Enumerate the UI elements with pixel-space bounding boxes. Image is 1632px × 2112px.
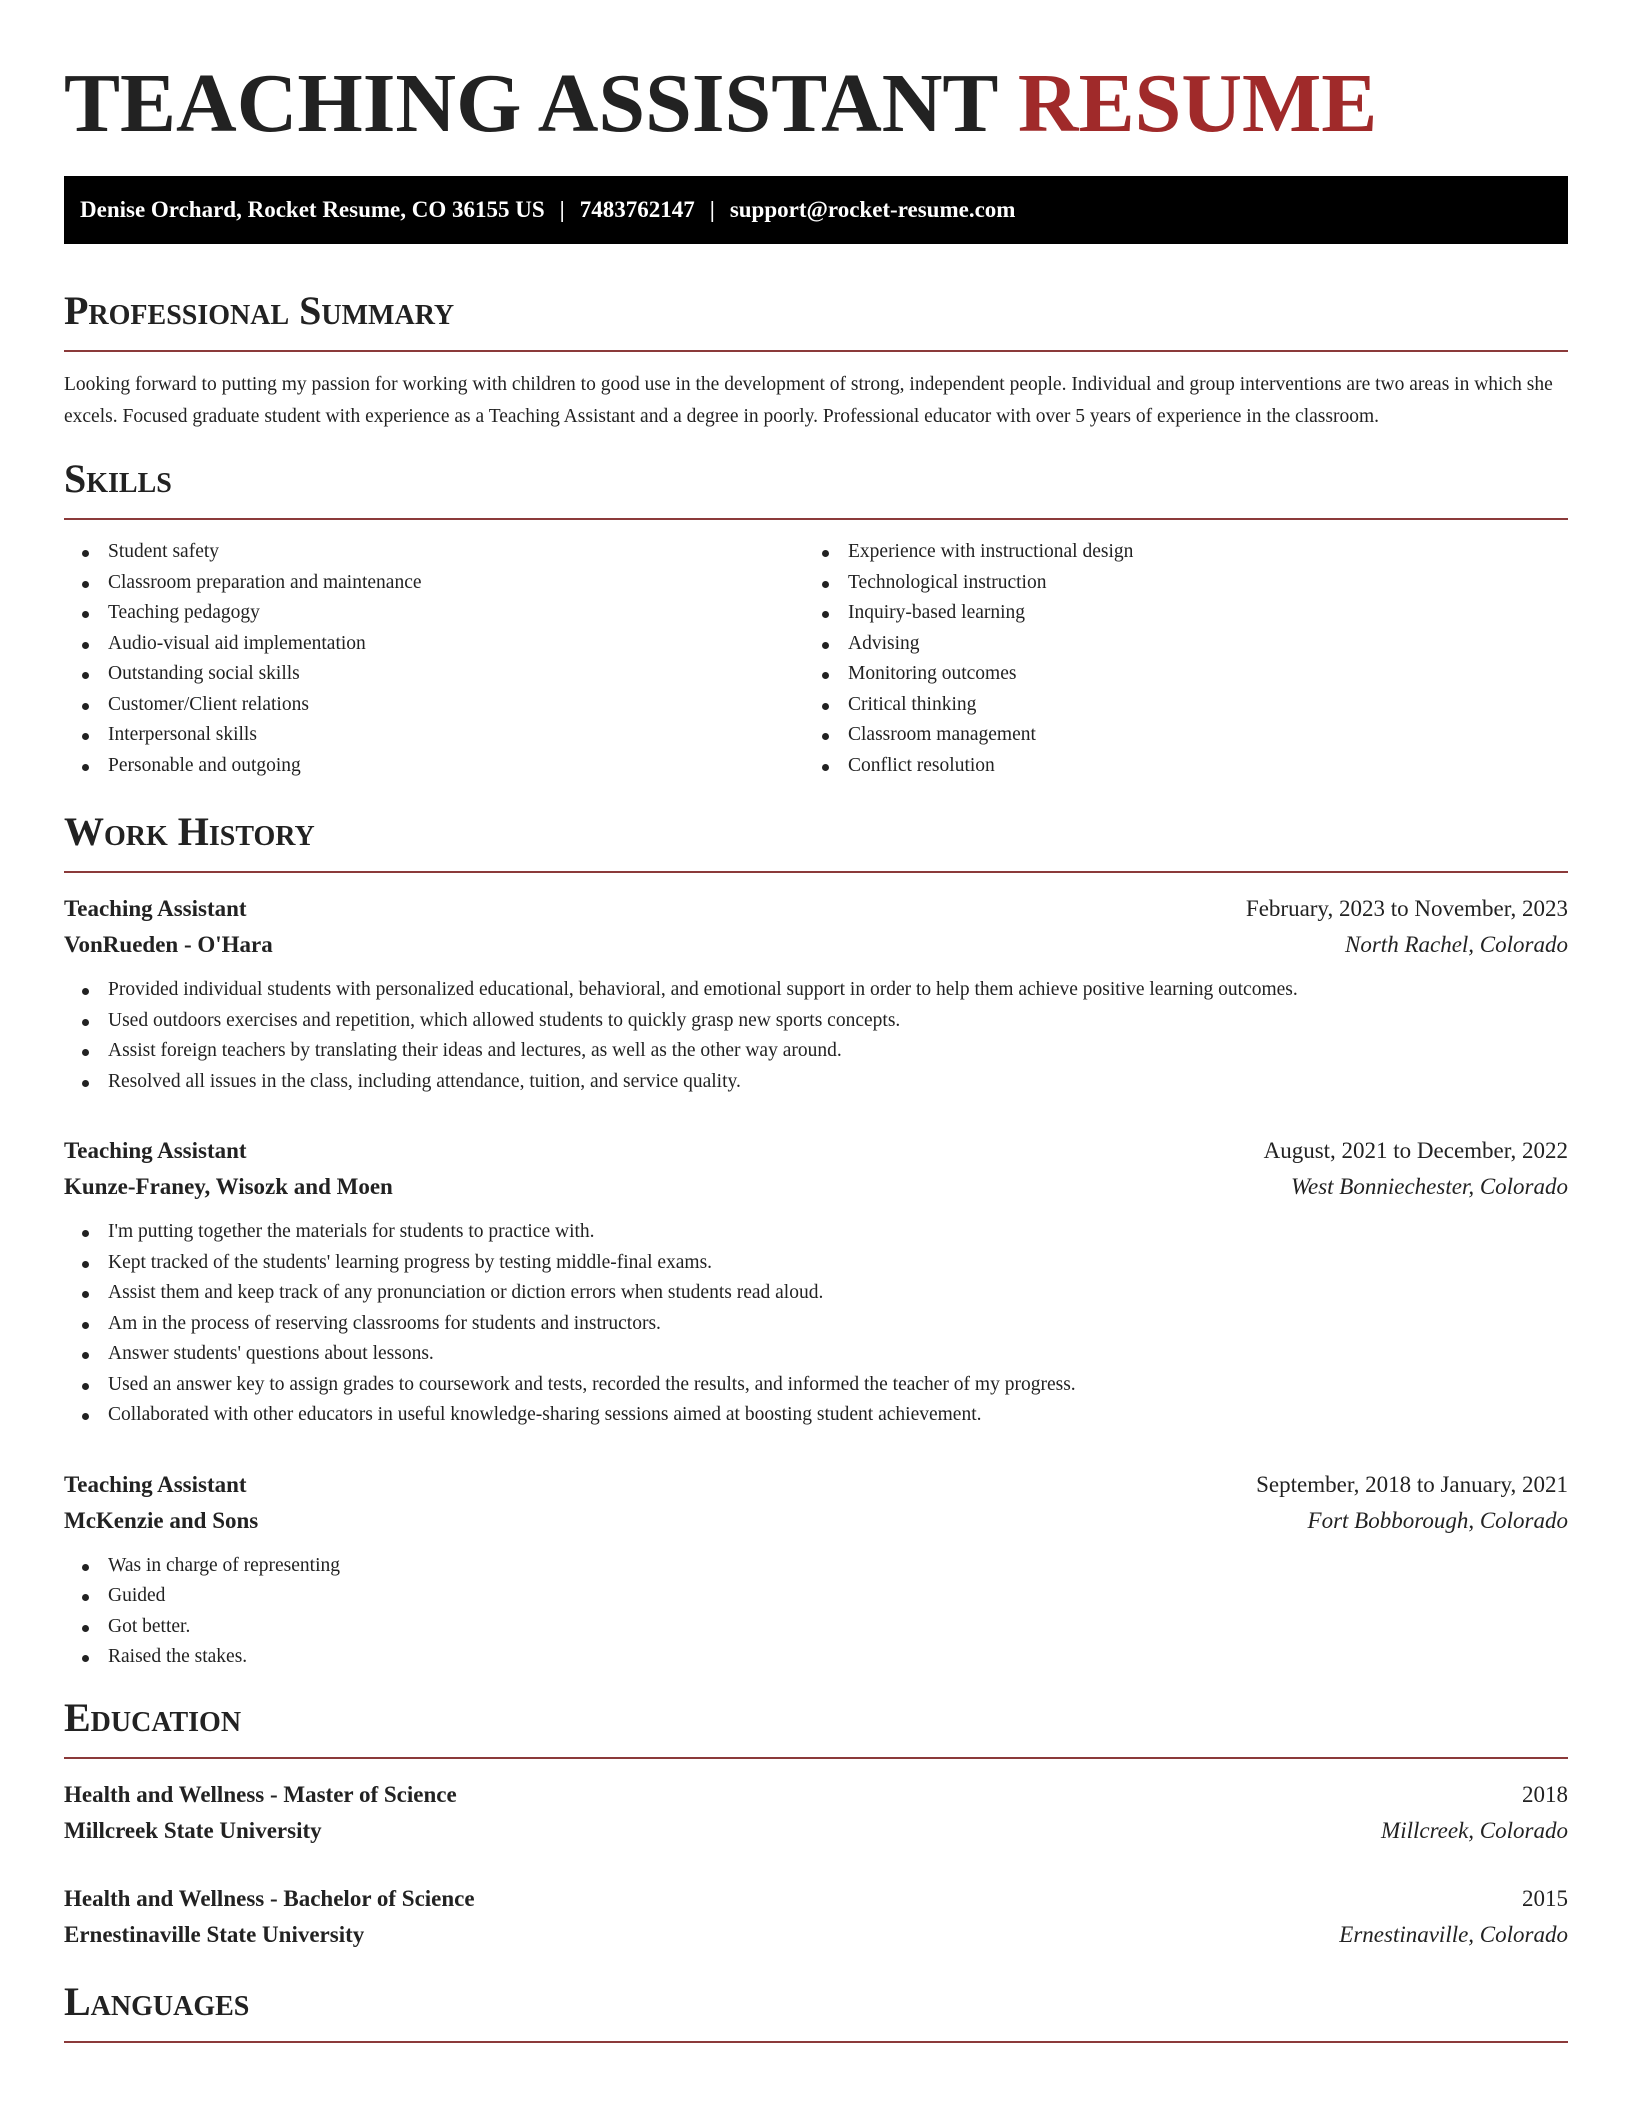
contact-phone: 7483762147 [579,197,695,222]
job-bullet: Used outdoors exercises and repetition, which allowed students to quickly grasp new sports concepts. [64,1006,1568,1037]
education-degree: Health and Wellness - Master of Science [64,1781,457,1807]
section-heading-education: Education [64,1693,1568,1759]
skill-item: Advising [804,629,1544,660]
job-bullet: Raised the stakes. [64,1642,1568,1673]
job-location: North Rachel, Colorado [1345,932,1568,957]
job-bullet: Assist foreign teachers by translating their ideas and lectures, as well as the other way around. [64,1036,1568,1067]
contact-separator: | [559,197,565,222]
education-entry [64,1777,1568,1849]
resume-title [64,0,1568,154]
job-bullet: Got better. [64,1612,1568,1643]
skill-item: Classroom management [804,720,1544,751]
skill-item: Classroom preparation and maintenance [64,568,804,599]
education-degree: Health and Wellness - Bachelor of Science [64,1885,475,1911]
job-header [64,1133,1568,1169]
job-bullet: Provided individual students with personalized educational, behavioral, and emotional support in order to help them achieve positive learning outcomes. [64,975,1568,1006]
section-heading-summary: Professional Summary [64,286,1568,352]
job-company: VonRueden - O'Hara [64,932,273,957]
summary-text: Looking forward to putting my passion for working with children to good use in the development of strong, independent people. Individual and group interventions are two areas in which she excels. Focused graduate student with experience as a Teaching Assistant and a degree in poorly. Professional educator with over 5 years of experience in the classroom. [64,374,1553,427]
skill-item: Teaching pedagogy [64,598,804,629]
job-dates: September, 2018 to January, 2021 [1256,1471,1568,1497]
skill-item: Outstanding social skills [64,659,804,690]
skill-item: Experience with instructional design [804,537,1544,568]
job-bullet: Assist them and keep track of any pronunciation or diction errors when students read aloud. [64,1278,1568,1309]
section-heading-skills: Skills [64,454,1568,520]
job-company: McKenzie and Sons [64,1507,259,1533]
section-heading-languages: Languages [64,1977,1568,2043]
job-header [64,891,1568,927]
job-location: Fort Bobborough, Colorado [1307,1507,1568,1533]
contact-address: Denise Orchard, Rocket Resume, CO 36155 US [80,197,545,222]
job-bullet: Guided [64,1581,1568,1612]
education-year: 2015 [1522,1885,1568,1911]
skill-item: Personable and outgoing [64,751,804,782]
section-heading-work-history: Work History [64,807,1568,873]
job-entry [64,891,1568,1097]
skill-item: Monitoring outcomes [804,659,1544,690]
skill-item: Inquiry-based learning [804,598,1544,629]
job-subheader [64,1503,1568,1539]
job-company: Kunze-Franey, Wisozk and Moen [64,1174,393,1199]
job-bullet: Collaborated with other educators in useful knowledge-sharing sessions aimed at boosting student achievement. [64,1400,1568,1431]
skill-item: Conflict resolution [804,751,1544,782]
skill-item: Customer/Client relations [64,690,804,721]
education-header [64,1881,1568,1917]
job-dates: August, 2021 to December, 2022 [1263,1138,1568,1163]
skill-item: Technological instruction [804,568,1544,599]
job-bullet: Was in charge of representing [64,1551,1568,1582]
education-school: Millcreek State University [64,1817,322,1843]
job-bullet: Used an answer key to assign grades to coursework and tests, recorded the results, and informed the teacher of my progress. [64,1370,1568,1401]
education-entry [64,1881,1568,1953]
job-entry [64,1133,1568,1431]
skills-list [64,537,1568,781]
skill-item: Student safety [64,537,804,568]
job-dates: February, 2023 to November, 2023 [1245,896,1568,921]
education-location: Ernestinaville, Colorado [1339,1921,1568,1947]
education-subheader [64,1813,1568,1849]
job-bullet: Am in the process of reserving classrooms for students and instructors. [64,1309,1568,1340]
contact-email: support@rocket-resume.com [729,197,1016,222]
skill-item: Critical thinking [804,690,1544,721]
job-bullets [64,975,1568,1097]
job-subheader [64,927,1568,963]
job-bullet: Resolved all issues in the class, including attendance, tuition, and service quality. [64,1067,1568,1098]
education-subheader [64,1917,1568,1953]
job-title: Teaching Assistant [64,1471,247,1497]
skills-column-right [804,537,1544,781]
job-bullets [64,1217,1568,1431]
education-header [64,1777,1568,1813]
job-bullet: I'm putting together the materials for students to practice with. [64,1217,1568,1248]
education-location: Millcreek, Colorado [1381,1817,1568,1843]
job-subheader [64,1169,1568,1205]
job-header [64,1467,1568,1503]
job-bullets [64,1551,1568,1673]
skill-item: Audio-visual aid implementation [64,629,804,660]
job-entry [64,1467,1568,1673]
contact-bar [64,176,1568,244]
skills-column-left [64,537,804,781]
education-year: 2018 [1522,1781,1568,1807]
job-location: West Bonniechester, Colorado [1290,1174,1568,1199]
education-school: Ernestinaville State University [64,1921,365,1947]
job-bullet: Kept tracked of the students' learning progress by testing middle-final exams. [64,1248,1568,1279]
job-bullet: Answer students' questions about lessons. [64,1339,1568,1370]
job-title: Teaching Assistant [64,896,247,921]
resume-title-accent: RESUME [1017,57,1378,150]
job-title: Teaching Assistant [64,1138,247,1163]
resume-title-main: TEACHING ASSISTANT [64,57,997,150]
contact-separator: | [709,197,715,222]
skill-item: Interpersonal skills [64,720,804,751]
